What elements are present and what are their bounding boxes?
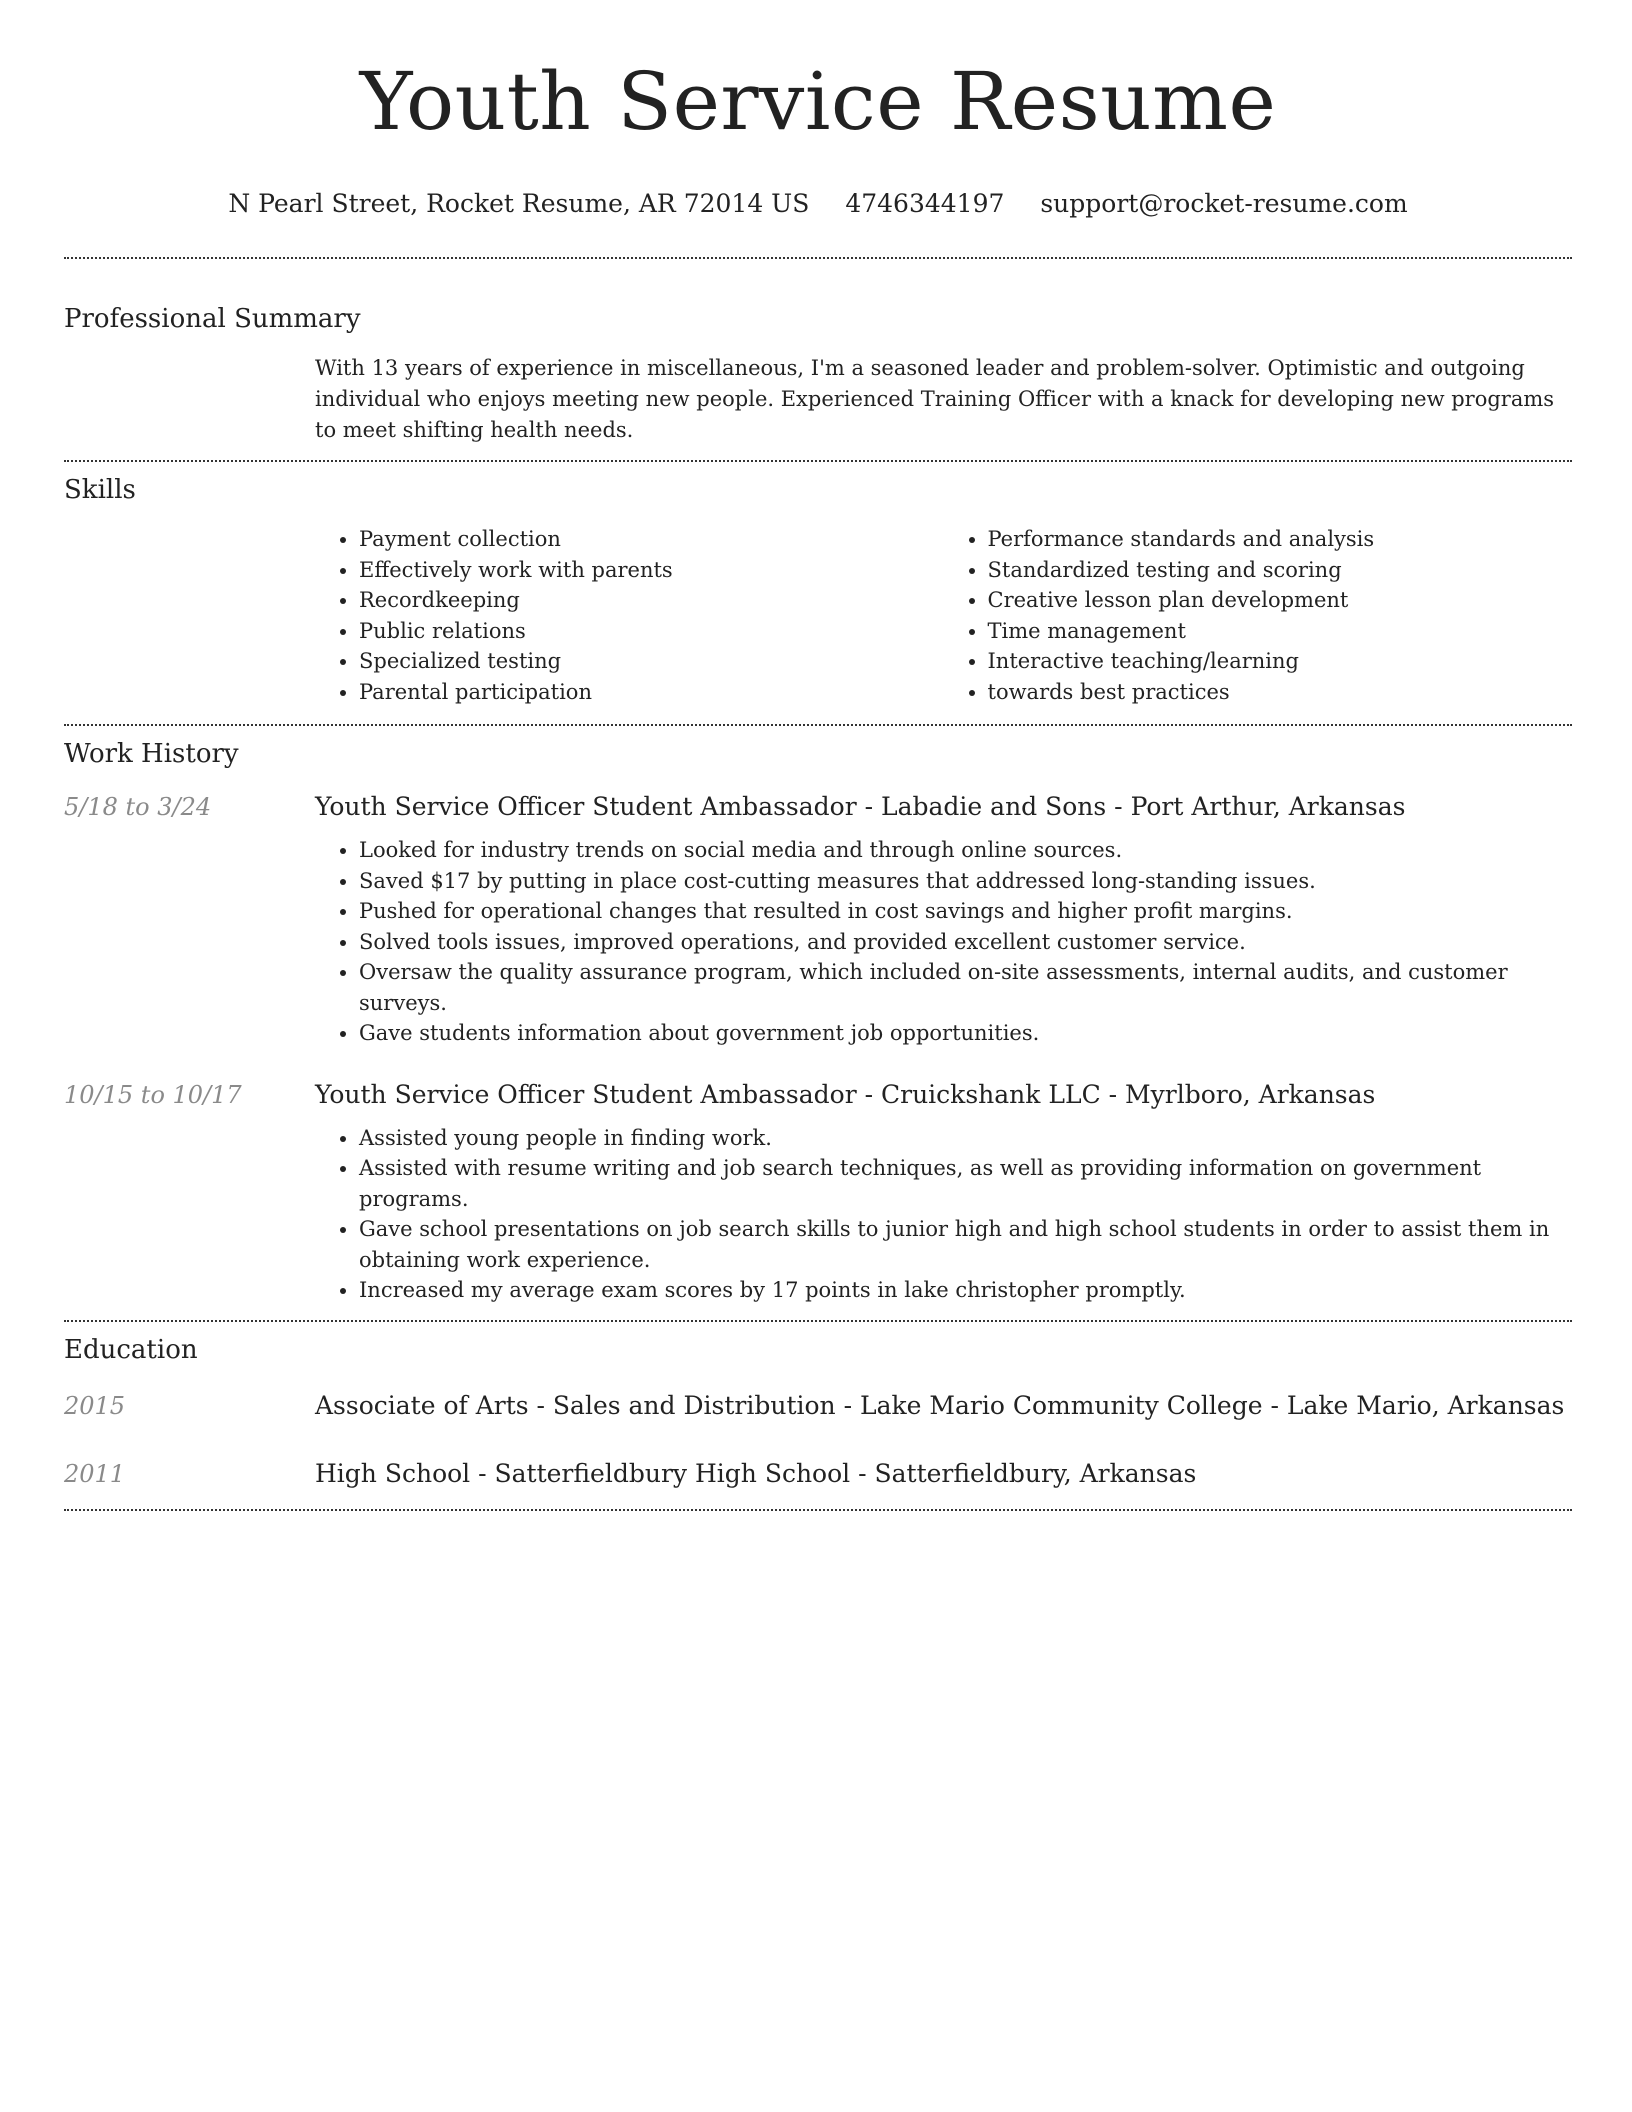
job-bullet: • Assisted with resume writing and job search techniques, as well as providing information on government programs. <box>359 1153 1572 1214</box>
skill-item: • Parental participation <box>359 677 944 708</box>
education-title: Associate of Arts - Sales and Distribution - Lake Mario Community College - Lake Mario, Arkansas <box>315 1390 1565 1420</box>
divider <box>64 460 1572 462</box>
job-title: Youth Service Officer Student Ambassador - Labadie and Sons - Port Arthur, Arkansas <box>315 792 1406 821</box>
job-header <box>64 1079 1572 1111</box>
job-bullet: • Gave school presentations on job search skills to junior high and high school students in order to assist them in obtaining work experience. <box>359 1214 1572 1275</box>
job-bullet: • Assisted young people in finding work. <box>359 1123 1572 1154</box>
skill-item: • Payment collection <box>359 524 944 555</box>
education-entry <box>64 1390 1572 1422</box>
job-bullets <box>315 1123 1572 1306</box>
divider <box>64 724 1572 726</box>
skill-item: • Performance standards and analysis <box>988 524 1573 555</box>
skill-item: • Creative lesson plan development <box>988 585 1573 616</box>
job-date: 5/18 to 3/24 <box>64 793 212 821</box>
job-title: Youth Service Officer Student Ambassador - Cruickshank LLC - Myrlboro, Arkansas <box>315 1079 1376 1109</box>
summary-section <box>64 302 1572 446</box>
education-section <box>64 1333 1572 1490</box>
summary-text: With 13 years of experience in miscellaneous, I'm a seasoned leader and problem-solver. Optimistic and outgoing individual who enjoys meeting new people. Experienced Training Officer with a knack for developing new programs to meet shifting health needs. <box>315 356 1555 442</box>
skill-item: • Public relations <box>359 616 944 647</box>
skills-section <box>64 473 1572 707</box>
skill-item: • Recordkeeping <box>359 585 944 616</box>
education-entry <box>64 1458 1572 1490</box>
education-date: 2015 <box>64 1391 126 1420</box>
skill-item: • Interactive teaching/learning <box>988 646 1573 677</box>
job-bullet: • Solved tools issues, improved operations, and provided excellent customer service. <box>359 927 1572 958</box>
job-entry <box>64 791 1572 1049</box>
contact-address: N Pearl Street, Rocket Resume, AR 72014 US <box>228 189 810 218</box>
job-bullets <box>315 835 1572 1049</box>
work-section <box>64 737 1572 1306</box>
contact-line <box>64 188 1572 220</box>
skills-list-left <box>315 524 944 707</box>
resume-name: Youth Service Resume <box>359 55 1277 148</box>
divider <box>64 1320 1572 1322</box>
contact-email: support@rocket-resume.com <box>1040 189 1408 218</box>
job-bullet: • Saved $17 by putting in place cost-cutting measures that addressed long-standing issues. <box>359 866 1572 897</box>
skill-item: • Effectively work with parents <box>359 555 944 586</box>
divider <box>64 1509 1572 1511</box>
job-bullet: • Gave students information about government job opportunities. <box>359 1018 1572 1049</box>
divider <box>64 257 1572 259</box>
skill-item: • Time management <box>988 616 1573 647</box>
section-title-skills: Skills <box>64 475 136 505</box>
section-title-work: Work History <box>64 739 239 769</box>
section-title-summary: Professional Summary <box>64 304 361 334</box>
job-entry <box>64 1079 1572 1306</box>
section-title-education: Education <box>64 1334 198 1365</box>
job-bullet: • Increased my average exam scores by 17 points in lake christopher promptly. <box>359 1275 1572 1306</box>
education-date: 2011 <box>64 1459 126 1488</box>
skills-grid <box>315 524 1572 707</box>
job-header <box>64 791 1572 823</box>
job-bullet: • Looked for industry trends on social media and through online sources. <box>359 835 1572 866</box>
job-bullet: • Pushed for operational changes that resulted in cost savings and higher profit margins. <box>359 896 1572 927</box>
skill-item: • Standardized testing and scoring <box>988 555 1573 586</box>
job-bullet: • Oversaw the quality assurance program, which included on-site assessments, internal audits, and customer surveys. <box>359 957 1572 1018</box>
skills-list-right <box>944 524 1573 707</box>
education-title: High School - Satterfieldbury High School - Satterfieldbury, Arkansas <box>315 1458 1197 1488</box>
contact-phone: 4746344197 <box>845 189 1005 218</box>
job-date: 10/15 to 10/17 <box>64 1080 242 1109</box>
resume-page <box>64 0 1572 1511</box>
skill-item: • Specialized testing <box>359 646 944 677</box>
skill-item: • towards best practices <box>988 677 1573 708</box>
